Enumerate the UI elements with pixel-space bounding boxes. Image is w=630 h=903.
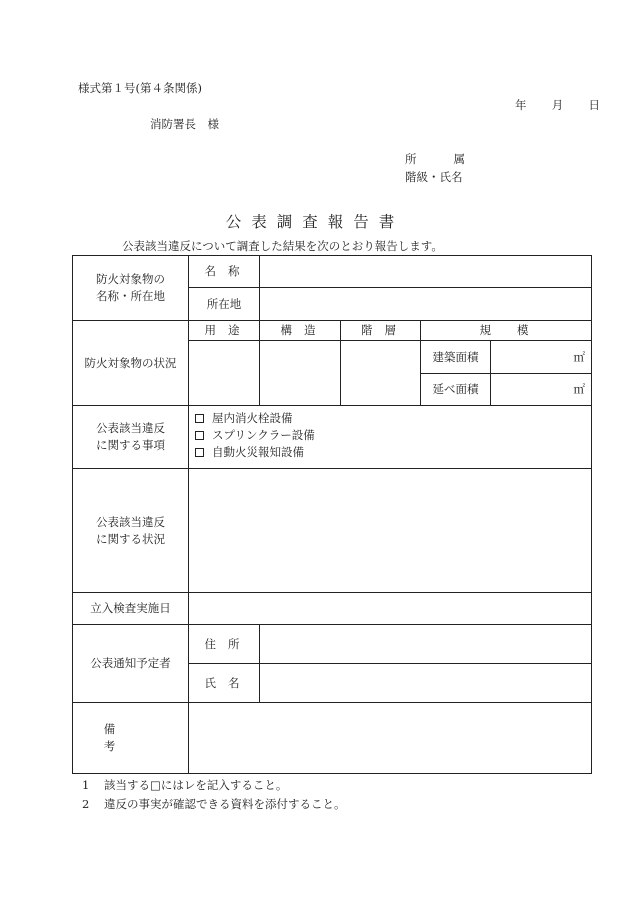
violation-status-label: 公表該当違反 に関する状況 bbox=[73, 469, 189, 593]
date-line bbox=[515, 97, 600, 113]
check-item-sprinkler[interactable] bbox=[195, 427, 585, 444]
structure-field[interactable] bbox=[260, 341, 341, 406]
structure-label: 構造 bbox=[260, 321, 341, 341]
note-number: 2 bbox=[82, 797, 90, 811]
object-label: 防火対象物の 名称・所在地 bbox=[73, 256, 189, 321]
address-field[interactable] bbox=[260, 288, 592, 321]
name-field[interactable] bbox=[260, 256, 592, 288]
note-item bbox=[82, 777, 287, 793]
usage-label: 用途 bbox=[189, 321, 260, 341]
document-title: 公表調査報告書 bbox=[225, 213, 405, 231]
checkbox[interactable] bbox=[195, 448, 204, 457]
usage-field[interactable] bbox=[189, 341, 260, 406]
report-table bbox=[72, 255, 592, 774]
notice-target-label: 公表通知予定者 bbox=[73, 625, 189, 703]
check-label: スプリンクラー設備 bbox=[212, 428, 315, 443]
check-label: 自動火災報知設備 bbox=[212, 445, 304, 460]
check-item-fire-alarm[interactable] bbox=[195, 444, 585, 461]
notice-name-field[interactable] bbox=[260, 664, 592, 703]
note-text: 違反の事実が確認できる資料を添付すること。 bbox=[104, 797, 346, 811]
building-area-label: 建築面積 bbox=[421, 341, 491, 374]
note-text: 該当する□にはレを記入すること。 bbox=[104, 778, 288, 792]
address-label: 所在地 bbox=[189, 288, 260, 321]
recipient: 消防署長 様 bbox=[150, 117, 219, 131]
building-area-field[interactable] bbox=[491, 341, 592, 374]
form-number: 様式第１号(第４条関係) bbox=[78, 81, 202, 95]
floors-field[interactable] bbox=[341, 341, 421, 406]
notice-address-field[interactable] bbox=[260, 625, 592, 664]
violation-status-field[interactable] bbox=[189, 469, 592, 593]
inspection-date-field[interactable] bbox=[189, 593, 592, 625]
rank-name: 階級・氏名 bbox=[405, 170, 463, 184]
remarks-field[interactable] bbox=[189, 703, 592, 774]
floors-label: 階層 bbox=[341, 321, 421, 341]
building-area-unit: ㎡ bbox=[573, 349, 585, 364]
inspection-date-label: 立入検査実施日 bbox=[73, 593, 189, 625]
notice-name-label: 氏名 bbox=[189, 664, 260, 703]
check-item-indoor-hydrant[interactable] bbox=[195, 410, 585, 427]
note-number: 1 bbox=[82, 778, 90, 792]
total-floor-area-field[interactable] bbox=[491, 374, 592, 406]
remarks-label: 備考 bbox=[73, 703, 189, 774]
date-day: 日 bbox=[588, 98, 600, 112]
status-label: 防火対象物の状況 bbox=[73, 321, 189, 406]
note-item bbox=[82, 796, 346, 812]
checkbox[interactable] bbox=[195, 431, 204, 440]
violation-items-label: 公表該当違反 に関する事項 bbox=[73, 406, 189, 469]
date-year: 年 bbox=[515, 98, 527, 112]
notice-address-label: 住所 bbox=[189, 625, 260, 664]
check-label: 屋内消火栓設備 bbox=[212, 411, 293, 426]
total-floor-area-unit: ㎡ bbox=[573, 382, 585, 397]
violation-checklist bbox=[189, 406, 592, 469]
date-month: 月 bbox=[551, 98, 564, 112]
checkbox[interactable] bbox=[195, 414, 204, 423]
scale-label: 規模 bbox=[421, 321, 592, 341]
intro-text: 公表該当違反について調査した結果を次のとおり報告します。 bbox=[122, 239, 443, 253]
affiliation bbox=[405, 151, 465, 167]
name-label: 名称 bbox=[189, 256, 260, 288]
total-floor-area-label: 延べ面積 bbox=[421, 374, 491, 406]
affiliation-a: 所 bbox=[405, 152, 417, 166]
affiliation-b: 属 bbox=[453, 152, 465, 166]
